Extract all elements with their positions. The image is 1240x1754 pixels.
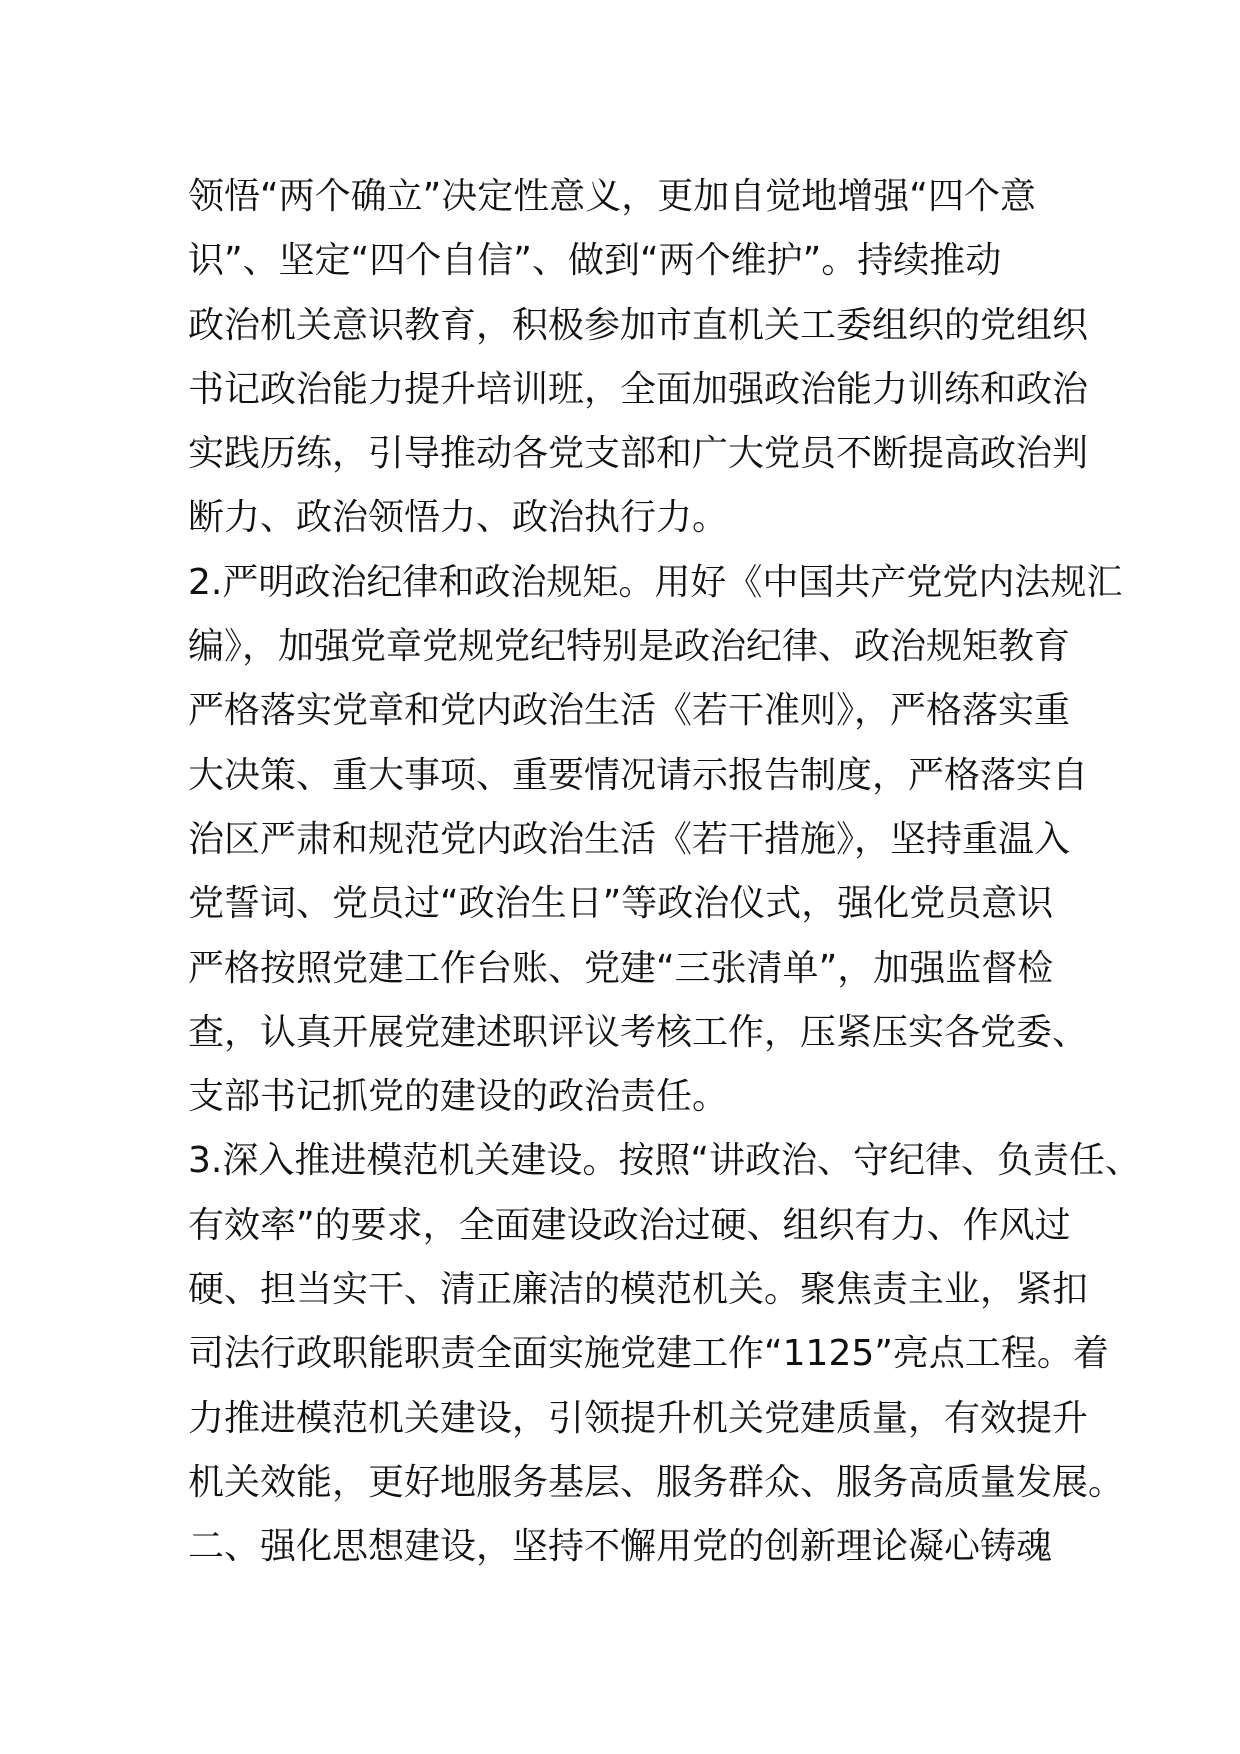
- text-line: 党誓词、党员过“政治生日”等政治仪式，强化党员意识: [188, 883, 1054, 925]
- text-line: 有效率”的要求，全面建设政治过硬、组织有力、作风过: [188, 1204, 1071, 1246]
- text-line: 实践历练，引导推动各党支部和广大党员不断提高政治判: [188, 433, 1089, 475]
- chapter-heading: 二、强化思想建设，坚持不懈用党的创新理论凝心铸魂: [188, 1526, 1053, 1568]
- text-line: 大决策、重大事项、重要情况请示报告制度，严格落实自: [188, 754, 1089, 796]
- section-heading-2: 2.严明政治纪律和政治规矩。用好《中国共产党党内法规汇: [188, 561, 1123, 603]
- text-line: 查，认真开展党建述职评议考核工作，压紧压实各党委、: [188, 1011, 1089, 1053]
- text-line: 严格落实党章和党内政治生活《若干准则》，严格落实重: [188, 690, 1071, 732]
- text-line: 书记政治能力提升培训班，全面加强政治能力训练和政治: [188, 368, 1089, 410]
- text-line: 政治机关意识教育，积极参加市直机关工委组织的党组织: [188, 304, 1089, 346]
- text-line: 编》，加强党章党规党纪特别是政治纪律、政治规矩教育: [188, 626, 1071, 668]
- text-line: 严格按照党建工作台账、党建“三张清单”，加强监督检: [188, 947, 1054, 989]
- text-line: 机关效能，更好地服务基层、服务群众、服务高质量发展。: [188, 1461, 1125, 1503]
- section-heading-3: 3.深入推进模范机关建设。按照“讲政治、守纪律、负责任、: [188, 1140, 1141, 1182]
- text-line: 支部书记抓党的建设的政治责任。: [188, 1076, 729, 1118]
- text-line: 断力、政治领悟力、政治执行力。: [188, 497, 729, 539]
- text-line: 治区严肃和规范党内政治生活《若干措施》，坚持重温入: [188, 818, 1071, 860]
- text-line: 硬、担当实干、清正廉洁的模范机关。聚焦责主业，紧扣: [188, 1269, 1089, 1311]
- text-line: 识”、坚定“四个自信”、做到“两个维护”。持续推动: [188, 240, 1002, 282]
- text-line: 力推进模范机关建设，引领提升机关党建质量，有效提升: [188, 1397, 1089, 1439]
- text-line: 领悟“两个确立”决定性意义，更加自觉地增强“四个意: [188, 176, 1036, 217]
- body-text: [188, 165, 1141, 1580]
- text-line: 司法行政职能职责全面实施党建工作“1125”亮点工程。着: [188, 1333, 1109, 1375]
